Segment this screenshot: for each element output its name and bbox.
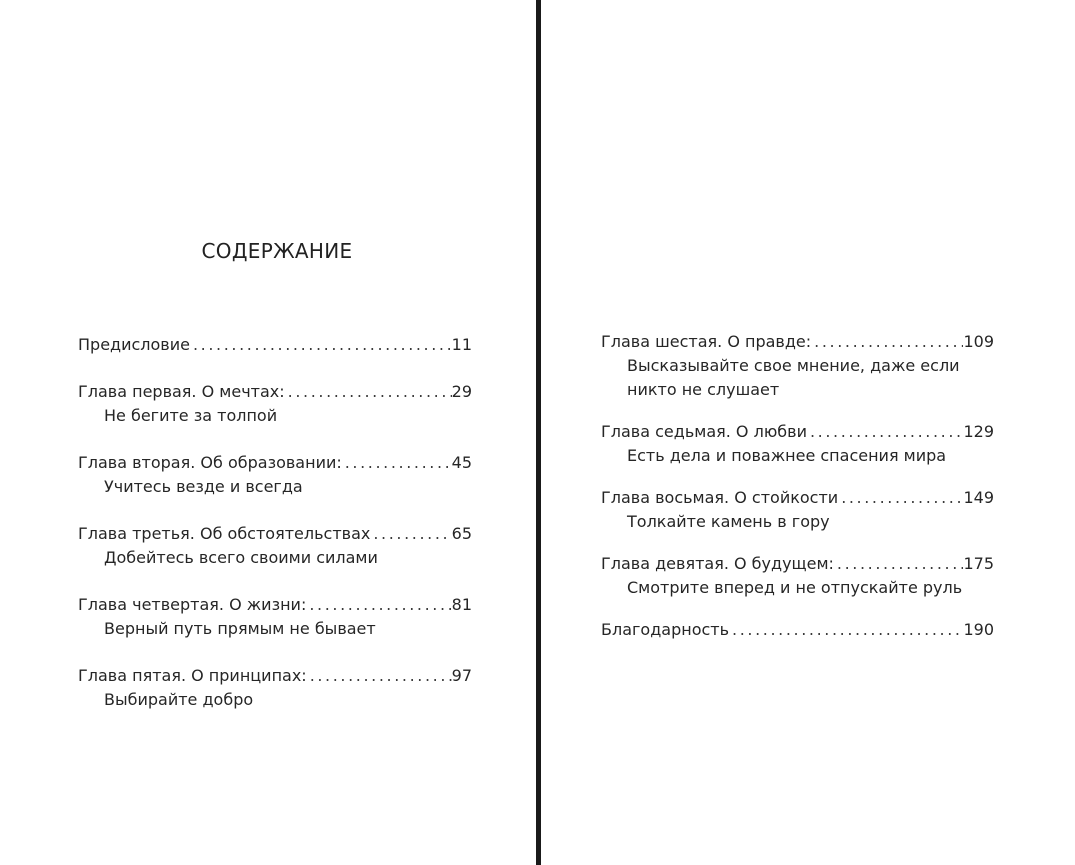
toc-entry-chapter-2[interactable]: [78, 451, 472, 499]
left-page: [0, 0, 536, 865]
toc-page-number: 109: [963, 332, 994, 351]
toc-page-number: 190: [963, 620, 994, 639]
toc-entry-title: Глава первая. О мечтах:: [78, 382, 285, 401]
toc-entry-line: [601, 330, 994, 354]
toc-entry-title: Глава девятая. О будущем:: [601, 554, 834, 573]
toc-entry-subtitle: Добейтесь всего своими силами: [104, 548, 378, 567]
toc-entry-title: Глава четвертая. О жизни:: [78, 595, 307, 614]
toc-page-number: 175: [963, 554, 994, 573]
dot-leader: [307, 664, 452, 688]
toc-entry-subtitle: Смотрите вперед и не отпускайте руль: [627, 578, 963, 597]
toc-entry-subtitle: Выбирайте добро: [104, 690, 254, 709]
toc-entry-line: [601, 486, 994, 510]
dot-leader: [190, 333, 452, 357]
toc-entry-title: Глава седьмая. О любви: [601, 422, 807, 441]
toc-entry-chapter-9[interactable]: [601, 552, 994, 600]
toc-entry-line: [78, 522, 472, 546]
toc-entry-subtitle: Высказывайте свое мнение, даже если никто не слушает: [627, 356, 960, 399]
toc-entry-subtitle: Есть дела и поважнее спасения мира: [627, 446, 947, 465]
toc-list-left: [78, 333, 472, 735]
toc-title: СОДЕРЖАНИЕ: [201, 239, 353, 263]
toc-entry-line: [78, 593, 472, 617]
toc-entry-title: Благодарность: [601, 620, 730, 639]
toc-list-right: [601, 330, 994, 660]
toc-entry-chapter-1[interactable]: [78, 380, 472, 428]
toc-entry-chapter-6[interactable]: [601, 330, 994, 402]
toc-entry-chapter-8[interactable]: [601, 486, 994, 534]
toc-entry-preface[interactable]: [78, 333, 472, 357]
toc-entry-subtitle: Не бегите за толпой: [104, 406, 278, 425]
dot-leader: [811, 330, 963, 354]
dot-leader: [807, 420, 963, 444]
toc-page-number: 129: [963, 422, 994, 441]
dot-leader: [729, 618, 963, 642]
toc-entry-line: [601, 420, 994, 444]
toc-entry-chapter-3[interactable]: [78, 522, 472, 570]
toc-page-number: 45: [451, 453, 472, 472]
toc-entry-line: [601, 552, 994, 576]
toc-entry-line: [601, 618, 994, 642]
toc-entry-subtitle: Учитесь везде и всегда: [104, 477, 303, 496]
toc-page-number: 65: [451, 524, 472, 543]
toc-page-number: 97: [451, 666, 472, 685]
toc-entry-line: [78, 380, 472, 404]
toc-page-number: 11: [451, 335, 472, 354]
toc-page-number: 149: [963, 488, 994, 507]
toc-entry-title: Глава шестая. О правде:: [601, 332, 812, 351]
toc-entry-subtitle: Верный путь прямым не бывает: [104, 619, 376, 638]
toc-entry-title: Глава восьмая. О стойкости: [601, 488, 839, 507]
toc-page-number: 81: [451, 595, 472, 614]
dot-leader: [306, 593, 451, 617]
toc-entry-title: Глава вторая. Об образовании:: [78, 453, 342, 472]
toc-entry-chapter-5[interactable]: [78, 664, 472, 712]
toc-entry-acknowledgements[interactable]: [601, 618, 994, 642]
toc-entry-subtitle: Толкайте камень в гору: [627, 512, 830, 531]
dot-leader: [370, 522, 451, 546]
toc-entry-line: [78, 451, 472, 475]
toc-page-number: 29: [451, 382, 472, 401]
toc-entry-chapter-4[interactable]: [78, 593, 472, 641]
toc-entry-title: Глава третья. Об обстоятельствах: [78, 524, 371, 543]
dot-leader: [342, 451, 452, 475]
dot-leader: [838, 486, 963, 510]
dot-leader: [834, 552, 964, 576]
toc-entry-line: [78, 333, 472, 357]
toc-entry-title: Глава пятая. О принципах:: [78, 666, 307, 685]
toc-entry-chapter-7[interactable]: [601, 420, 994, 468]
toc-entry-line: [78, 664, 472, 688]
toc-entry-title: Предисловие: [78, 335, 190, 354]
dot-leader: [285, 380, 452, 404]
